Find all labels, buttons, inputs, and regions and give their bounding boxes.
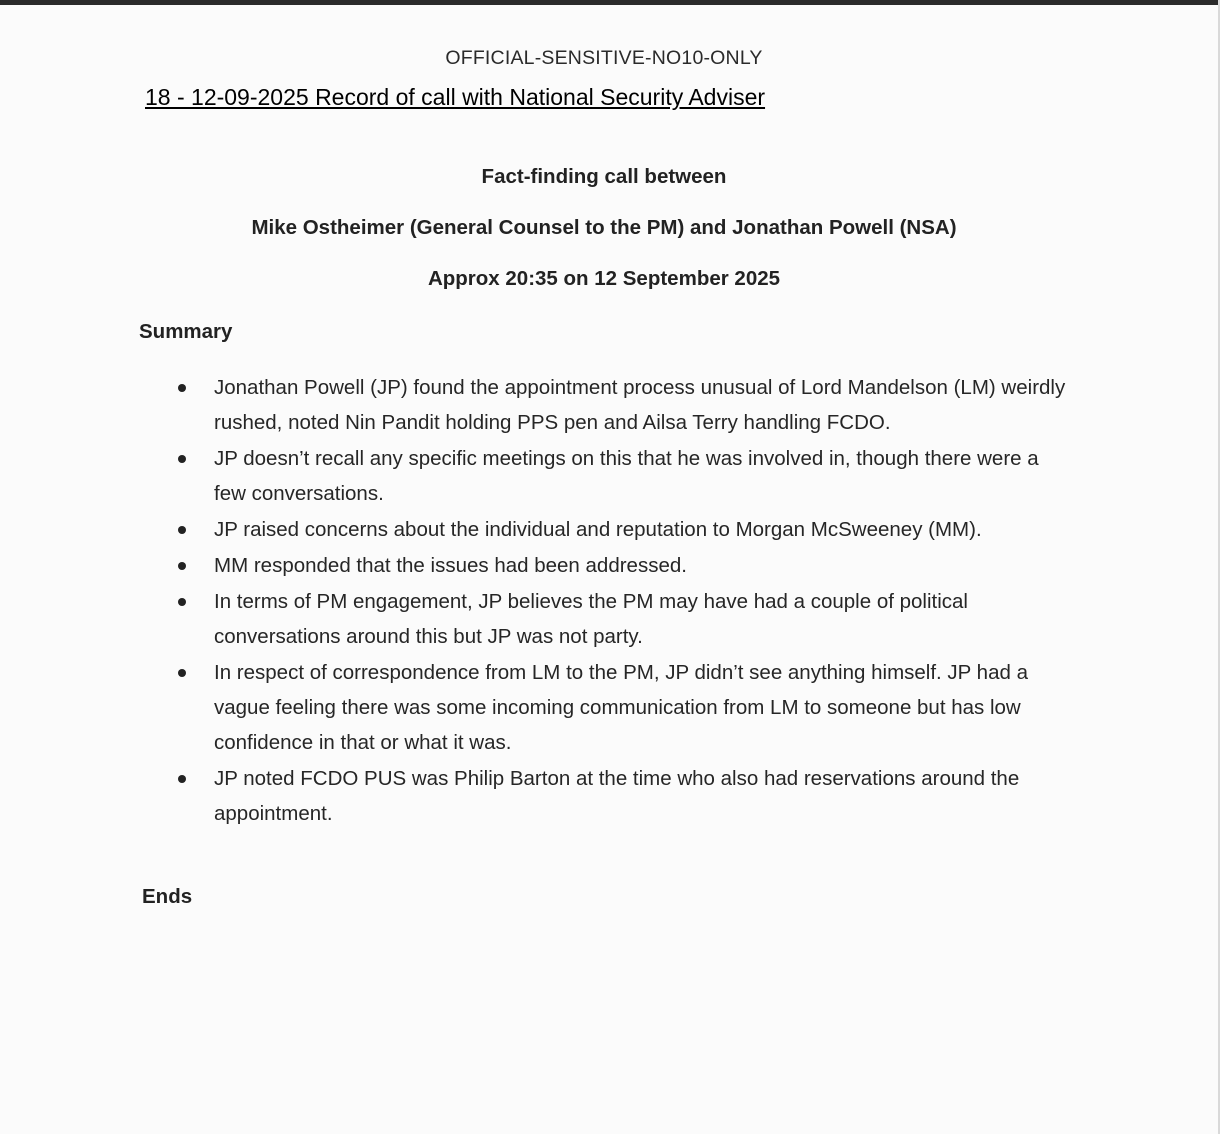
bullet-text: In respect of correspondence from LM to the PM, JP didn’t see anything himself. JP had a vague feeling there was some incoming communication from LM to someone but has low confidence in that or what it was.	[214, 661, 1028, 754]
bullet-icon	[178, 455, 186, 463]
bullet-text: Jonathan Powell (JP) found the appointment process unusual of Lord Mandelson (LM) weirdly rushed, noted Nin Pandit holding PPS pen and Ailsa Terry handling FCDO.	[214, 376, 1066, 434]
heading-line-3: Approx 20:35 on 12 September 2025	[427, 267, 781, 290]
bullet-item	[170, 512, 1070, 547]
bullet-text: In terms of PM engagement, JP believes the PM may have had a couple of political conversations around this but JP was not party.	[214, 590, 968, 648]
bullet-icon	[178, 384, 186, 392]
classification-marking: OFFICIAL-SENSITIVE-NO10-ONLY	[445, 47, 763, 69]
bullet-item	[170, 655, 1070, 760]
bullet-text: JP raised concerns about the individual and reputation to Morgan McSweeney (MM).	[214, 518, 982, 541]
bullet-icon	[178, 669, 186, 677]
bullet-text: MM responded that the issues had been addressed.	[214, 554, 687, 577]
bullet-icon	[178, 775, 186, 783]
document-page	[0, 5, 1218, 1134]
bullet-icon	[178, 562, 186, 570]
heading-line-1: Fact-finding call between	[481, 165, 727, 188]
bullet-item	[170, 584, 1070, 654]
bullet-icon	[178, 526, 186, 534]
document-title: 18 - 12-09-2025 Record of call with National Security Adviser	[145, 84, 766, 110]
summary-bullet-list	[170, 370, 1070, 832]
bullet-item	[170, 548, 1070, 583]
bullet-text: JP noted FCDO PUS was Philip Barton at the time who also had reservations around the appointment.	[214, 767, 1020, 825]
bullet-item	[170, 370, 1070, 440]
heading-line-2: Mike Ostheimer (General Counsel to the PM) and Jonathan Powell (NSA)	[251, 216, 957, 239]
summary-heading: Summary	[139, 320, 233, 343]
bullet-text: JP doesn’t recall any specific meetings on this that he was involved in, though there were a few conversations.	[214, 447, 1039, 505]
bullet-icon	[178, 598, 186, 606]
bullet-item	[170, 761, 1070, 831]
bullet-item	[170, 441, 1070, 511]
ends-label: Ends	[142, 885, 193, 908]
